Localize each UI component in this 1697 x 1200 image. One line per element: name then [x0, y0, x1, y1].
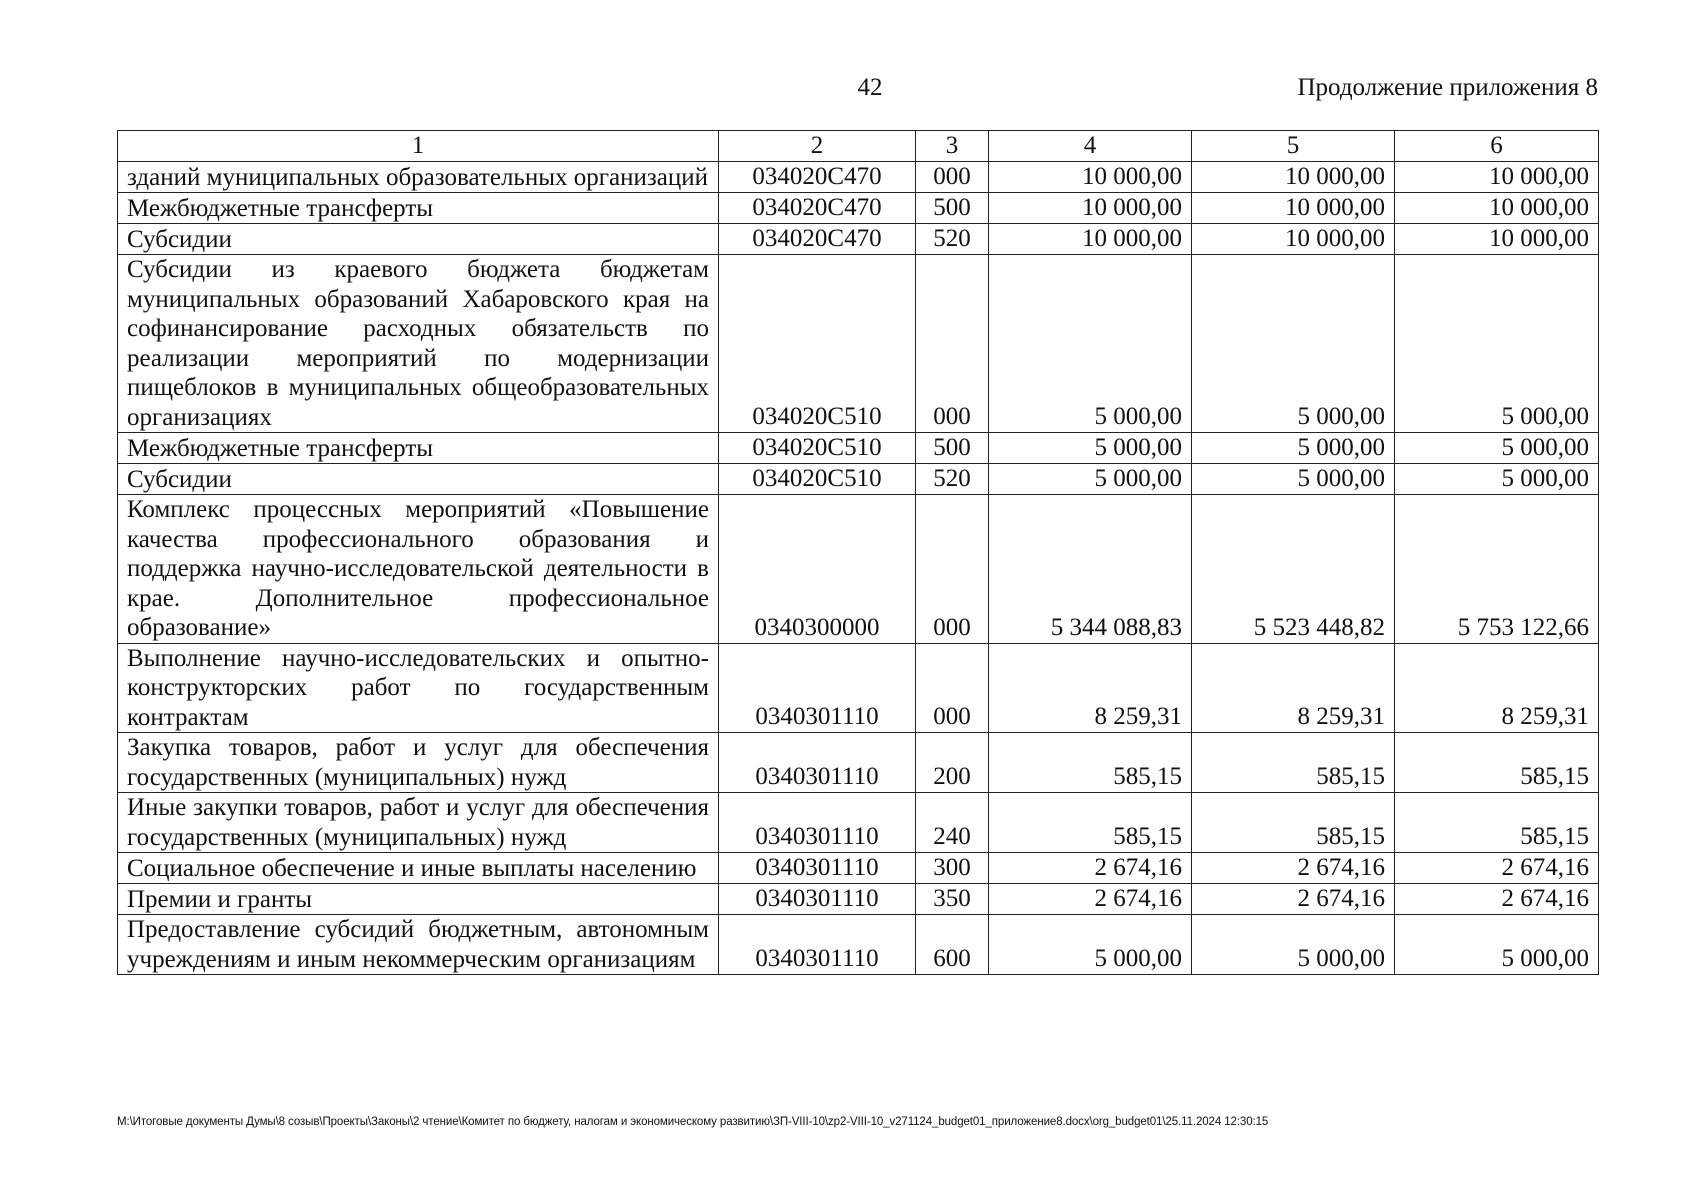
- row-value-year-2: 2 674,16: [1192, 884, 1395, 915]
- row-value-year-2: 585,15: [1192, 793, 1395, 853]
- row-description: Субсидии: [118, 464, 719, 495]
- row-target-code: 034020C470: [719, 224, 916, 255]
- table-row: [118, 643, 1599, 733]
- row-target-code: 0340301110: [719, 643, 916, 733]
- row-value-year-2: 10 000,00: [1192, 224, 1395, 255]
- row-expense-kind: 350: [916, 884, 989, 915]
- row-value-year-3: 5 753 122,66: [1395, 495, 1599, 644]
- row-value-year-1: 5 000,00: [989, 915, 1192, 975]
- table-body: [118, 162, 1599, 975]
- table-row: [118, 255, 1599, 433]
- row-target-code: 034020C510: [719, 464, 916, 495]
- table-row: [118, 495, 1599, 644]
- row-value-year-3: 2 674,16: [1395, 884, 1599, 915]
- table-row: [118, 162, 1599, 193]
- row-description: зданий муниципальных образовательных организаций: [118, 162, 719, 193]
- row-target-code: 0340301110: [719, 884, 916, 915]
- row-expense-kind: 300: [916, 853, 989, 884]
- row-expense-kind: 000: [916, 255, 989, 433]
- row-value-year-2: 10 000,00: [1192, 162, 1395, 193]
- row-expense-kind: 240: [916, 793, 989, 853]
- row-expense-kind: 000: [916, 162, 989, 193]
- row-value-year-2: 10 000,00: [1192, 193, 1395, 224]
- column-header: 5: [1192, 131, 1395, 162]
- row-description: Межбюджетные трансферты: [118, 193, 719, 224]
- row-description: Межбюджетные трансферты: [118, 433, 719, 464]
- row-value-year-2: 2 674,16: [1192, 853, 1395, 884]
- column-header: 2: [719, 131, 916, 162]
- row-description: Субсидии из краевого бюджета бюджетам муниципальных образований Хабаровского края на софинансирование расходных обязательств по реализации мероприятий по модернизации пищеблоков в муниципальных общеобразовательных организациях: [118, 255, 719, 433]
- row-expense-kind: 500: [916, 433, 989, 464]
- row-value-year-2: 5 000,00: [1192, 915, 1395, 975]
- row-value-year-3: 5 000,00: [1395, 255, 1599, 433]
- row-value-year-1: 585,15: [989, 733, 1192, 793]
- row-value-year-2: 5 000,00: [1192, 464, 1395, 495]
- row-value-year-2: 585,15: [1192, 733, 1395, 793]
- row-target-code: 0340301110: [719, 853, 916, 884]
- row-value-year-3: 8 259,31: [1395, 643, 1599, 733]
- footer-file-path: M:\Итоговые документы Думы\8 созыв\Проекты\Законы\2 чтение\Комитет по бюджету, налогам и экономическому развитию\ЗП-VIII-10\zp2-VIII-10_v271124_budget01_приложение8.docx\org_budget01\25.11.2024 12:30:15: [117, 1116, 1269, 1128]
- row-value-year-1: 10 000,00: [989, 162, 1192, 193]
- row-value-year-1: 585,15: [989, 793, 1192, 853]
- row-expense-kind: 500: [916, 193, 989, 224]
- row-description: Социальное обеспечение и иные выплаты населению: [118, 853, 719, 884]
- row-expense-kind: 200: [916, 733, 989, 793]
- row-description: Премии и гранты: [118, 884, 719, 915]
- row-description: Предоставление субсидий бюджетным, автономным учреждениям и иным некоммерческим организациям: [118, 915, 719, 975]
- row-expense-kind: 520: [916, 224, 989, 255]
- row-description: Комплекс процессных мероприятий «Повышение качества профессионального образования и поддержка научно-исследовательской деятельности в крае. Дополнительное профессиональное образование»: [118, 495, 719, 644]
- row-value-year-1: 10 000,00: [989, 224, 1192, 255]
- row-value-year-1: 5 000,00: [989, 433, 1192, 464]
- row-value-year-1: 5 000,00: [989, 255, 1192, 433]
- row-value-year-1: 10 000,00: [989, 193, 1192, 224]
- row-value-year-3: 2 674,16: [1395, 853, 1599, 884]
- row-value-year-2: 5 523 448,82: [1192, 495, 1395, 644]
- row-description: Закупка товаров, работ и услуг для обеспечения государственных (муниципальных) нужд: [118, 733, 719, 793]
- table-row: [118, 224, 1599, 255]
- page-number: 42: [857, 74, 883, 101]
- row-value-year-3: 5 000,00: [1395, 464, 1599, 495]
- row-value-year-3: 5 000,00: [1395, 915, 1599, 975]
- row-description: Выполнение научно-исследовательских и опытно-конструкторских работ по государственным контрактам: [118, 643, 719, 733]
- column-header: 4: [989, 131, 1192, 162]
- row-target-code: 034020C510: [719, 255, 916, 433]
- row-value-year-3: 10 000,00: [1395, 224, 1599, 255]
- row-value-year-3: 10 000,00: [1395, 193, 1599, 224]
- row-value-year-2: 8 259,31: [1192, 643, 1395, 733]
- table-header-row: [118, 131, 1599, 162]
- row-value-year-1: 2 674,16: [989, 884, 1192, 915]
- row-value-year-3: 585,15: [1395, 733, 1599, 793]
- row-expense-kind: 000: [916, 495, 989, 644]
- table-row: [118, 733, 1599, 793]
- row-value-year-1: 8 259,31: [989, 643, 1192, 733]
- row-value-year-3: 10 000,00: [1395, 162, 1599, 193]
- column-header: 3: [916, 131, 989, 162]
- row-target-code: 034020C470: [719, 193, 916, 224]
- table-row: [118, 884, 1599, 915]
- table-row: [118, 464, 1599, 495]
- row-value-year-1: 2 674,16: [989, 853, 1192, 884]
- row-value-year-2: 5 000,00: [1192, 433, 1395, 464]
- row-target-code: 034020C510: [719, 433, 916, 464]
- row-target-code: 034020C470: [719, 162, 916, 193]
- table-row: [118, 853, 1599, 884]
- table-row: [118, 433, 1599, 464]
- row-value-year-1: 5 344 088,83: [989, 495, 1192, 644]
- row-expense-kind: 000: [916, 643, 989, 733]
- row-value-year-1: 5 000,00: [989, 464, 1192, 495]
- table-row: [118, 915, 1599, 975]
- row-target-code: 0340301110: [719, 733, 916, 793]
- column-header: 6: [1395, 131, 1599, 162]
- row-expense-kind: 600: [916, 915, 989, 975]
- row-target-code: 0340301110: [719, 793, 916, 853]
- row-target-code: 0340301110: [719, 915, 916, 975]
- table-row: [118, 193, 1599, 224]
- column-header: 1: [118, 131, 719, 162]
- row-value-year-2: 5 000,00: [1192, 255, 1395, 433]
- budget-table: [117, 130, 1599, 975]
- row-value-year-3: 5 000,00: [1395, 433, 1599, 464]
- row-value-year-3: 585,15: [1395, 793, 1599, 853]
- row-description: Иные закупки товаров, работ и услуг для обеспечения государственных (муниципальных) нужд: [118, 793, 719, 853]
- table-row: [118, 793, 1599, 853]
- continuation-label: Продолжение приложения 8: [1297, 74, 1598, 101]
- row-description: Субсидии: [118, 224, 719, 255]
- row-target-code: 0340300000: [719, 495, 916, 644]
- row-expense-kind: 520: [916, 464, 989, 495]
